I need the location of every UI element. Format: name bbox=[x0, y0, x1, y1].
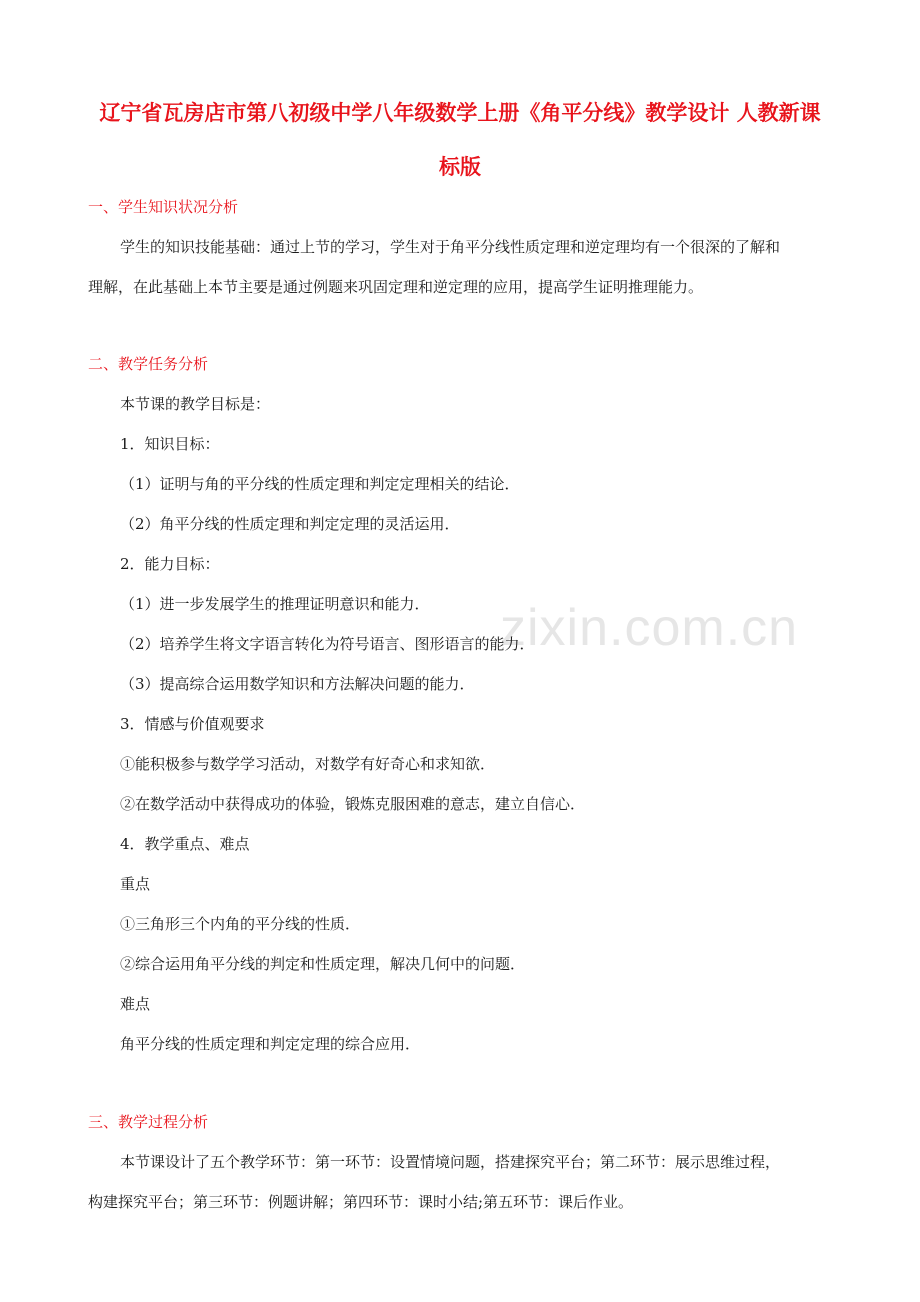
title-line-1: 辽宁省瓦房店市第八初级中学八年级数学上册《角平分线》教学设计 人教新课 bbox=[99, 101, 821, 125]
list-item: ②综合运用角平分线的判定和性质定理，解决几何中的问题． bbox=[120, 955, 526, 973]
list-item: （1）证明与角的平分线的性质定理和判定定理相关的结论． bbox=[120, 475, 520, 493]
section-1-heading: 一、学生知识状况分析 bbox=[88, 198, 239, 216]
list-item: 3．情感与价值观要求 bbox=[120, 715, 265, 733]
list-item: 1．知识目标： bbox=[120, 435, 220, 453]
section-2-intro: 本节课的教学目标是： bbox=[120, 395, 271, 413]
list-item: （1）进一步发展学生的推理证明意识和能力． bbox=[120, 595, 430, 613]
list-item: 4．教学重点、难点 bbox=[120, 835, 250, 853]
list-item: （3）提高综合运用数学知识和方法解决问题的能力． bbox=[120, 675, 475, 693]
section-1-paragraph-line-2: 理解，在此基础上本节主要是通过例题来巩固定理和逆定理的应用，提高学生证明推理能力。 bbox=[88, 278, 704, 296]
title-line-2: 标版 bbox=[439, 155, 481, 179]
document-title bbox=[80, 86, 840, 194]
section-3-heading: 三、教学过程分析 bbox=[88, 1113, 209, 1131]
list-item: 难点 bbox=[120, 995, 151, 1013]
list-item: ②在数学活动中获得成功的体验，锻炼克服困难的意志，建立自信心． bbox=[120, 795, 586, 813]
list-item: 2．能力目标： bbox=[120, 555, 220, 573]
section-1-paragraph-line-1: 学生的知识技能基础：通过上节的学习，学生对于角平分线性质定理和逆定理均有一个很深的了解和 bbox=[120, 238, 781, 256]
list-item: （2）培养学生将文字语言转化为符号语言、图形语言的能力． bbox=[120, 635, 535, 653]
list-item: ①能积极参与数学学习活动，对数学有好奇心和求知欲． bbox=[120, 755, 496, 773]
list-item: ①三角形三个内角的平分线的性质． bbox=[120, 915, 361, 933]
list-item: （2）角平分线的性质定理和判定定理的灵活运用． bbox=[120, 515, 460, 533]
watermark: zixin.com.cn bbox=[500, 599, 799, 657]
section-2-heading: 二、教学任务分析 bbox=[88, 355, 209, 373]
list-item: 角平分线的性质定理和判定定理的综合应用． bbox=[120, 1035, 421, 1053]
section-3-paragraph-line-1: 本节课设计了五个教学环节：第一环节：设置情境问题，搭建探究平台；第二环节：展示思维过程， bbox=[120, 1153, 781, 1171]
section-3-paragraph-line-2: 构建探究平台；第三环节：例题讲解；第四环节：课时小结;第五环节：课后作业。 bbox=[88, 1193, 634, 1211]
list-item: 重点 bbox=[120, 875, 151, 893]
